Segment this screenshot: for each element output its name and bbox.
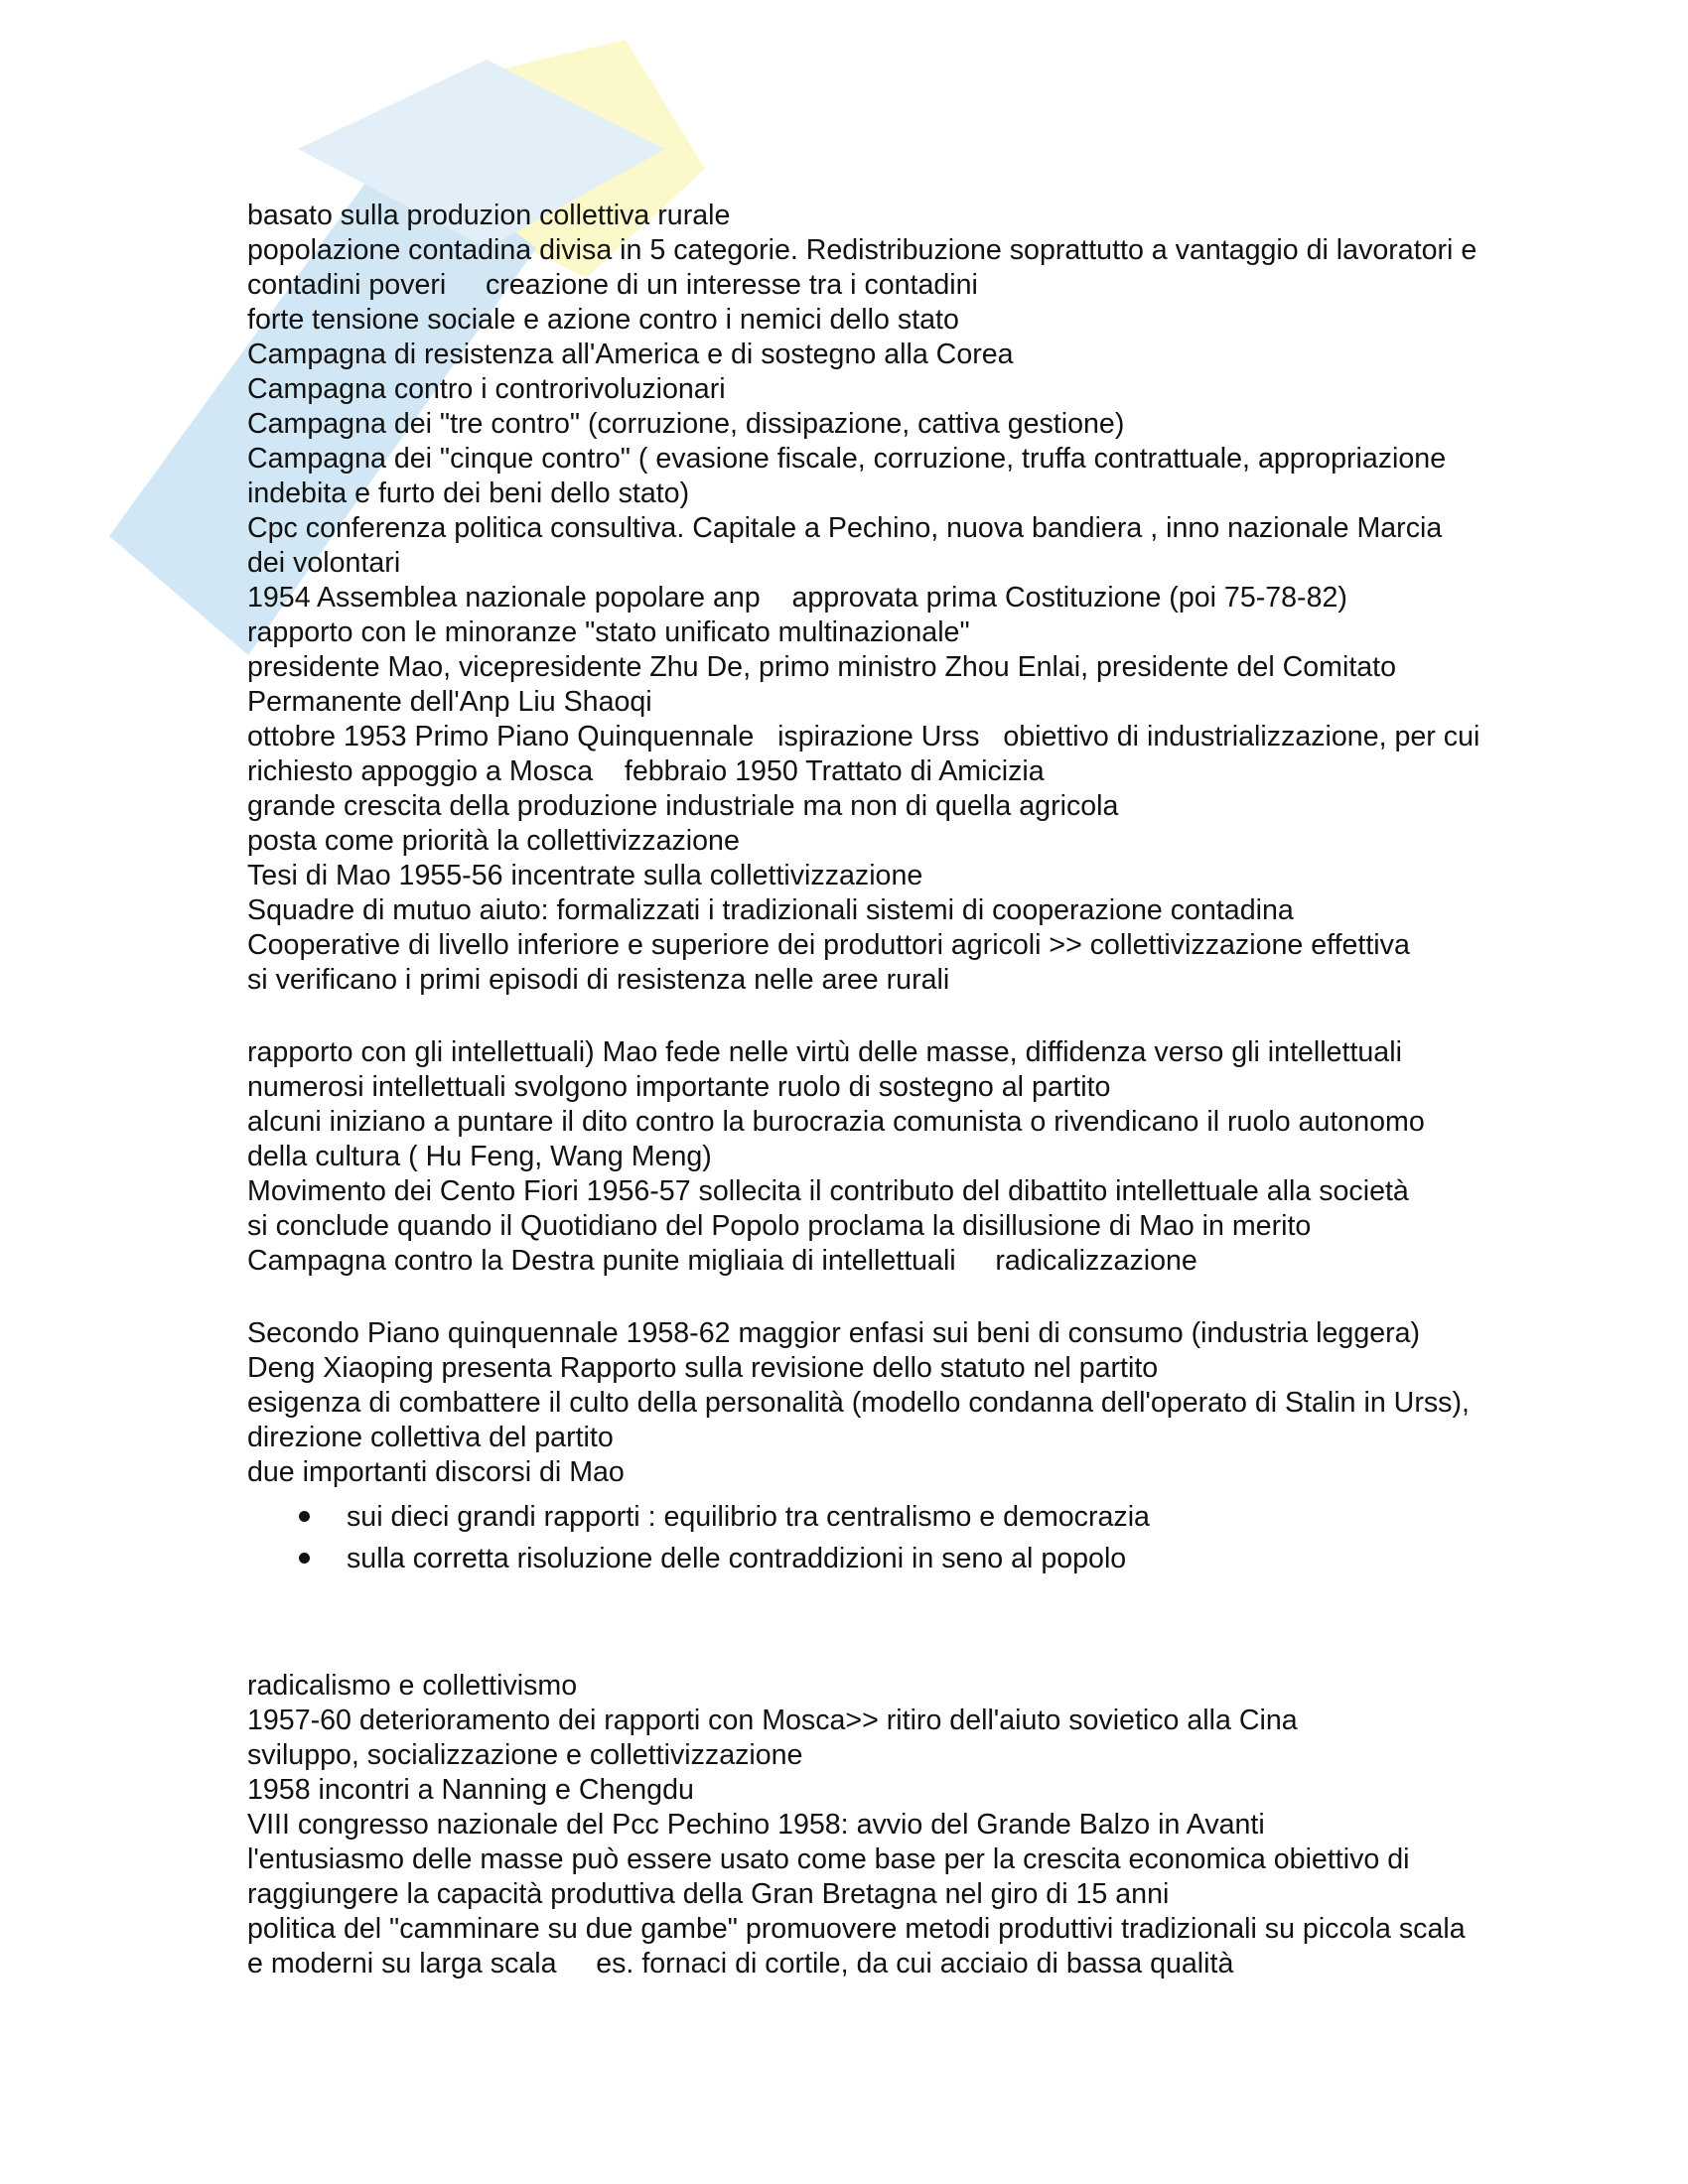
text-line: si conclude quando il Quotidiano del Popolo proclama la disillusione di Mao in merito <box>247 1210 1312 1242</box>
text-line: indebita e furto dei beni dello stato) <box>247 478 690 509</box>
section-great-leap <box>247 1669 1578 1981</box>
bullet-icon <box>299 1511 310 1522</box>
text-line: ottobre 1953 Primo Piano Quinquennale ispirazione Urss obiettivo di industrializzazione, per cui <box>247 721 1480 752</box>
text-line: contadini poveri creazione di un interesse tra i contadini <box>247 269 978 301</box>
text-line: rapporto con gli intellettuali) Mao fede nelle virtù delle masse, diffidenza verso gli intellettuali <box>247 1036 1402 1068</box>
text-line: esigenza di combattere il culto della personalità (modello condanna dell'operato di Stalin in Urss), <box>247 1387 1470 1419</box>
text-line: posta come priorità la collettivizzazione <box>247 825 740 857</box>
bullet-item: sui dieci grandi rapporti : equilibrio tra centralismo e democrazia <box>247 1496 1578 1538</box>
text-line: l'entusiasmo delle masse può essere usato come base per la crescita economica obiettivo di <box>247 1843 1410 1875</box>
text-line: Permanente dell'Anp Liu Shaoqi <box>247 686 652 718</box>
text-line: della cultura ( Hu Feng, Wang Meng) <box>247 1141 712 1172</box>
text-line: rapporto con le minoranze "stato unificato multinazionale" <box>247 616 970 648</box>
text-line: 1957-60 deterioramento dei rapporti con Mosca>> ritiro dell'aiuto sovietico alla Cina <box>247 1705 1298 1736</box>
text-line: grande crescita della produzione industriale ma non di quella agricola <box>247 790 1119 822</box>
text-line: Campagna contro i controrivoluzionari <box>247 373 726 405</box>
bullet-item: sulla corretta risoluzione delle contraddizioni in seno al popolo <box>247 1538 1578 1579</box>
text-line: sviluppo, socializzazione e collettivizzazione <box>247 1739 803 1771</box>
text-line: radicalismo e collettivismo <box>247 1670 578 1702</box>
text-line: popolazione contadina divisa in 5 categorie. Redistribuzione soprattutto a vantaggio di lavoratori e <box>247 234 1477 266</box>
document-body <box>247 199 1578 1981</box>
text-line: presidente Mao, vicepresidente Zhu De, primo ministro Zhou Enlai, presidente del Comitato <box>247 651 1397 683</box>
text-line: forte tensione sociale e azione contro i nemici dello stato <box>247 304 959 336</box>
text-line: politica del "camminare su due gambe" promuovere metodi produttivi tradizionali su piccola scala <box>247 1913 1466 1945</box>
bullet-list <box>247 1496 1578 1579</box>
text-line: raggiungere la capacità produttiva della Gran Bretagna nel giro di 15 anni <box>247 1878 1170 1910</box>
text-line: Cpc conferenza politica consultiva. Capitale a Pechino, nuova bandiera , inno nazionale Marcia <box>247 512 1443 544</box>
section-intellectuals <box>247 1035 1578 1279</box>
text-line: due importanti discorsi di Mao <box>247 1456 625 1488</box>
text-line: 1958 incontri a Nanning e Chengdu <box>247 1774 694 1806</box>
text-line: richiesto appoggio a Mosca febbraio 1950 Trattato di Amicizia <box>247 755 1045 787</box>
section-second-plan <box>247 1316 1578 1490</box>
text-line: Deng Xiaoping presenta Rapporto sulla revisione dello statuto nel partito <box>247 1352 1159 1384</box>
text-line: Campagna dei "tre contro" (corruzione, dissipazione, cattiva gestione) <box>247 408 1125 440</box>
text-line: Secondo Piano quinquennale 1958-62 maggior enfasi sui beni di consumo (industria leggera) <box>247 1317 1421 1349</box>
text-line: Campagna contro la Destra punite migliaia di intellettuali radicalizzazione <box>247 1245 1197 1277</box>
text-line: Campagna di resistenza all'America e di sostegno alla Corea <box>247 339 1014 370</box>
text-line: basato sulla produzion collettiva rurale <box>247 200 731 231</box>
text-line: e moderni su larga scala es. fornaci di cortile, da cui acciaio di bassa qualità <box>247 1948 1234 1979</box>
text-line: Movimento dei Cento Fiori 1956-57 sollecita il contributo del dibattito intellettuale alla società <box>247 1175 1409 1207</box>
bullet-icon <box>299 1553 310 1564</box>
text-line: dei volontari <box>247 547 401 579</box>
section-collectivization <box>247 199 1578 998</box>
text-line: numerosi intellettuali svolgono importante ruolo di sostegno al partito <box>247 1071 1111 1103</box>
text-line: Squadre di mutuo aiuto: formalizzati i tradizionali sistemi di cooperazione contadina <box>247 894 1294 926</box>
text-line: si verificano i primi episodi di resistenza nelle aree rurali <box>247 964 950 996</box>
text-line: alcuni iniziano a puntare il dito contro la burocrazia comunista o rivendicano il ruolo autonomo <box>247 1106 1425 1138</box>
text-line: Campagna dei "cinque contro" ( evasione fiscale, corruzione, truffa contrattuale, appropriazione <box>247 443 1447 475</box>
text-line: direzione collettiva del partito <box>247 1422 614 1453</box>
text-line: Tesi di Mao 1955-56 incentrate sulla collettivizzazione <box>247 860 923 891</box>
text-line: VIII congresso nazionale del Pcc Pechino 1958: avvio del Grande Balzo in Avanti <box>247 1809 1265 1841</box>
text-line: 1954 Assemblea nazionale popolare anp approvata prima Costituzione (poi 75-78-82) <box>247 582 1347 614</box>
text-line: Cooperative di livello inferiore e superiore dei produttori agricoli >> collettivizzazione effettiva <box>247 929 1410 961</box>
